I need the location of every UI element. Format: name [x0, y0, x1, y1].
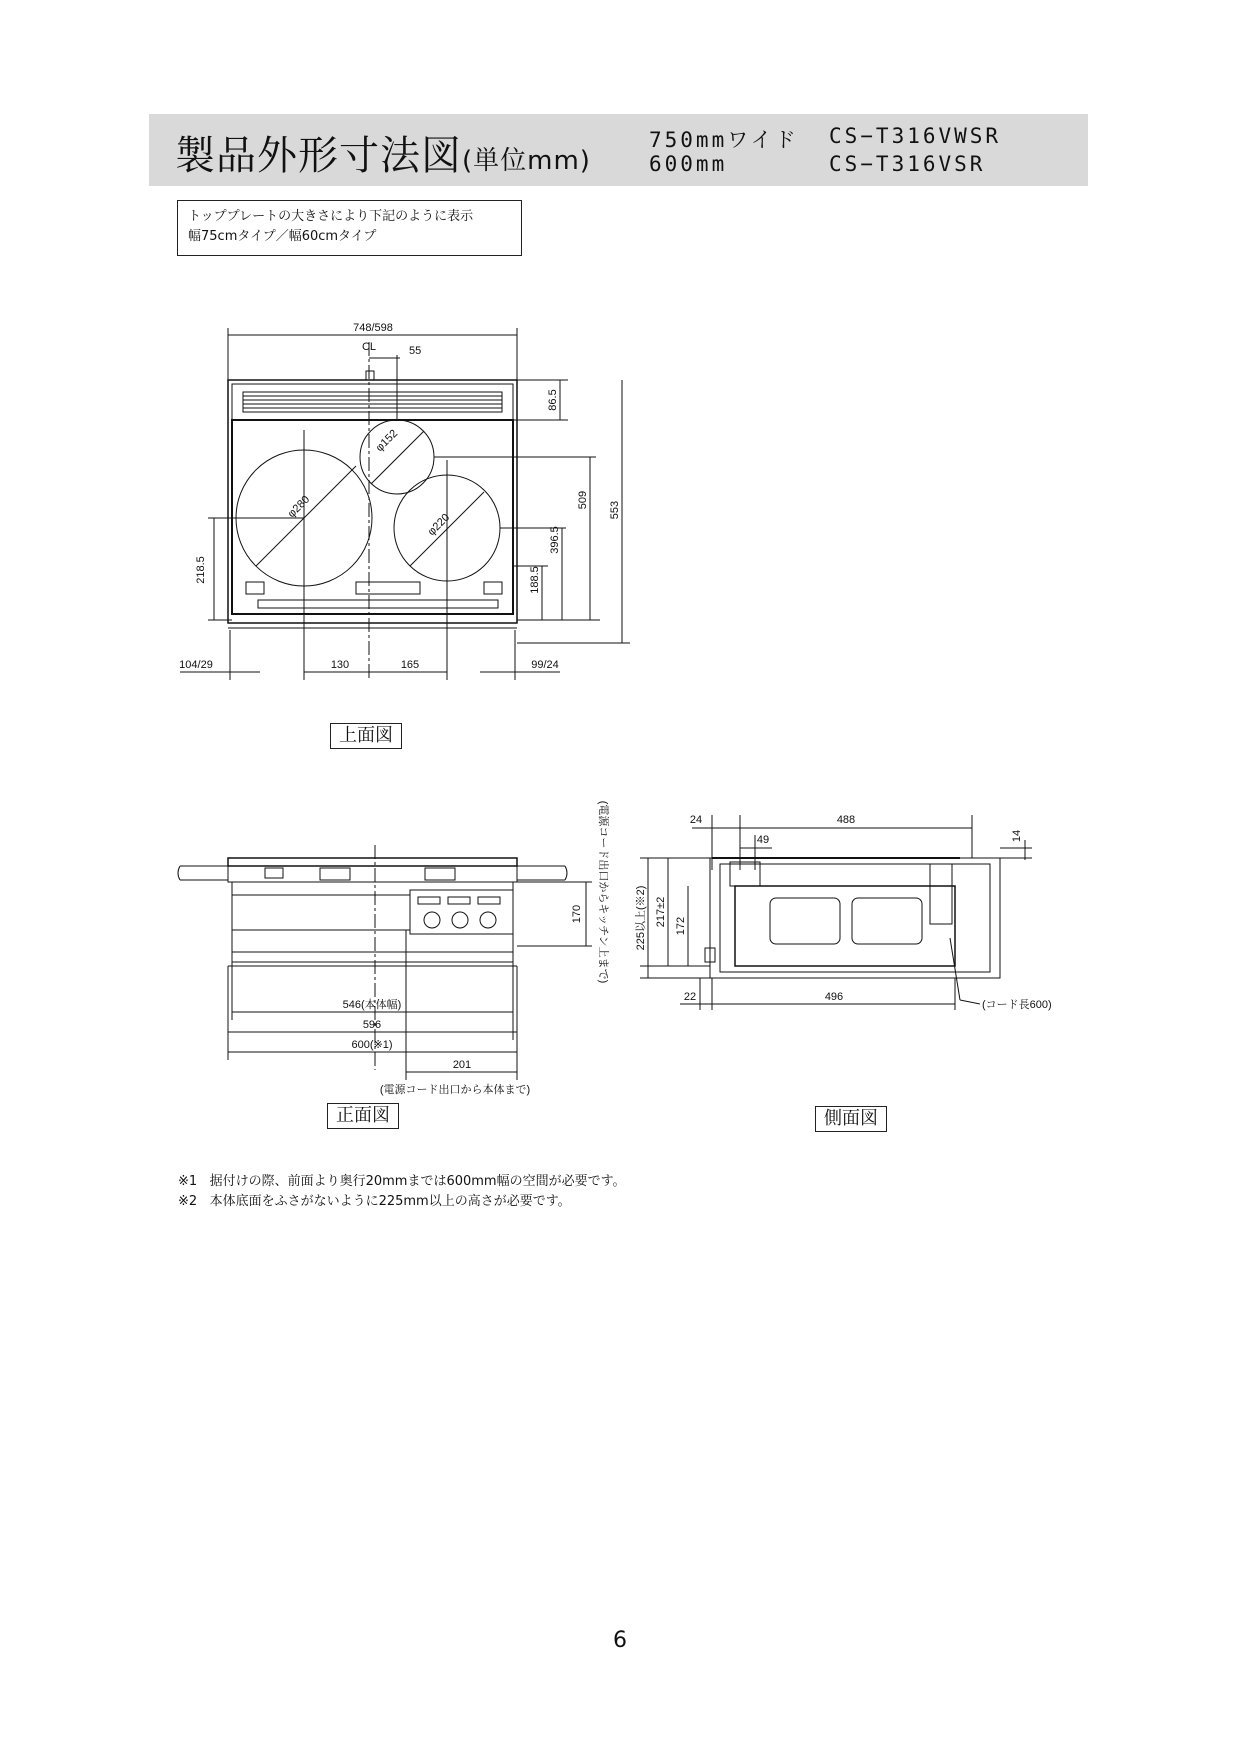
dim-24: 24: [689, 814, 703, 826]
cord-to-body-note: (電源コード出口から本体まで): [379, 1084, 531, 1096]
dim-phi220: φ220: [425, 511, 453, 539]
dim-188-5: 188.5: [529, 566, 541, 594]
dim-509: 509: [577, 490, 589, 510]
unit-text: (単位mm): [462, 146, 591, 176]
front-view-label: 正面図: [327, 1103, 399, 1129]
dim-55: 55: [409, 345, 422, 357]
side-view-label: 側面図: [815, 1106, 887, 1132]
footnote-1-mark: ※1: [178, 1174, 198, 1189]
dim-596: 596: [362, 1019, 382, 1031]
note-line-1: トッププレートの大きさにより下記のように表示: [188, 209, 474, 224]
footnote-2-mark: ※2: [178, 1194, 198, 1209]
top-view-drawing: [180, 328, 630, 680]
footnote-2-text: 本体底面をふさがないように225mm以上の高さが必要です。: [209, 1194, 571, 1209]
dim-170: 170: [571, 904, 583, 924]
dim-488: 488: [836, 814, 856, 826]
dim-14: 14: [1011, 829, 1023, 843]
dim-201: 201: [452, 1059, 472, 1071]
dim-width: 748/598: [353, 322, 393, 334]
dim-218-5: 218.5: [195, 556, 207, 584]
side-view-dimension-labels: [633, 814, 1052, 1011]
top-view-label: 上面図: [330, 723, 402, 749]
footnote-2: [178, 1190, 571, 1209]
dim-600: 600(※1): [351, 1039, 393, 1051]
dim-104-29: 104/29: [179, 659, 213, 671]
cord-length: (コード長600): [982, 999, 1052, 1011]
dim-165: 165: [400, 659, 420, 671]
note-line-2: 幅75cmタイプ／幅60cmタイプ: [188, 229, 377, 244]
size-600: 600mm: [649, 152, 728, 176]
cord-outlet-note: (電源コード出口からキッチン上まで): [597, 800, 609, 984]
model-600: CS−T316VSR: [829, 152, 986, 176]
dim-22: 22: [683, 991, 697, 1003]
dim-86-5: 86.5: [547, 389, 559, 411]
model-750: CS−T316VWSR: [829, 124, 1002, 148]
dim-546: 546(本体幅): [342, 999, 402, 1011]
dim-phi280: φ280: [285, 493, 313, 521]
dim-phi152: φ152: [373, 427, 401, 455]
dim-396-5: 396.5: [549, 526, 561, 554]
footnote-1-text: 据付けの際、前面より奥行20mmまでは600mm幅の空間が必要です。: [209, 1174, 626, 1189]
dim-496: 496: [824, 991, 844, 1003]
dim-99-24: 99/24: [531, 659, 559, 671]
size-750: 750mmワイド: [649, 128, 799, 152]
top-view-dimension-labels: [179, 322, 621, 671]
footnote-1: [178, 1170, 626, 1189]
dim-217: 217±2: [655, 896, 667, 928]
title-text: 製品外形寸法図: [175, 133, 462, 179]
side-view-drawing: [640, 815, 1032, 1010]
dim-cl: CL: [361, 341, 377, 353]
dim-553: 553: [609, 500, 621, 520]
dim-130: 130: [330, 659, 350, 671]
page-number: 6: [613, 1628, 627, 1653]
dim-172: 172: [675, 916, 687, 936]
dim-49: 49: [756, 834, 770, 846]
dim-225: 225以上(※2): [635, 885, 647, 951]
